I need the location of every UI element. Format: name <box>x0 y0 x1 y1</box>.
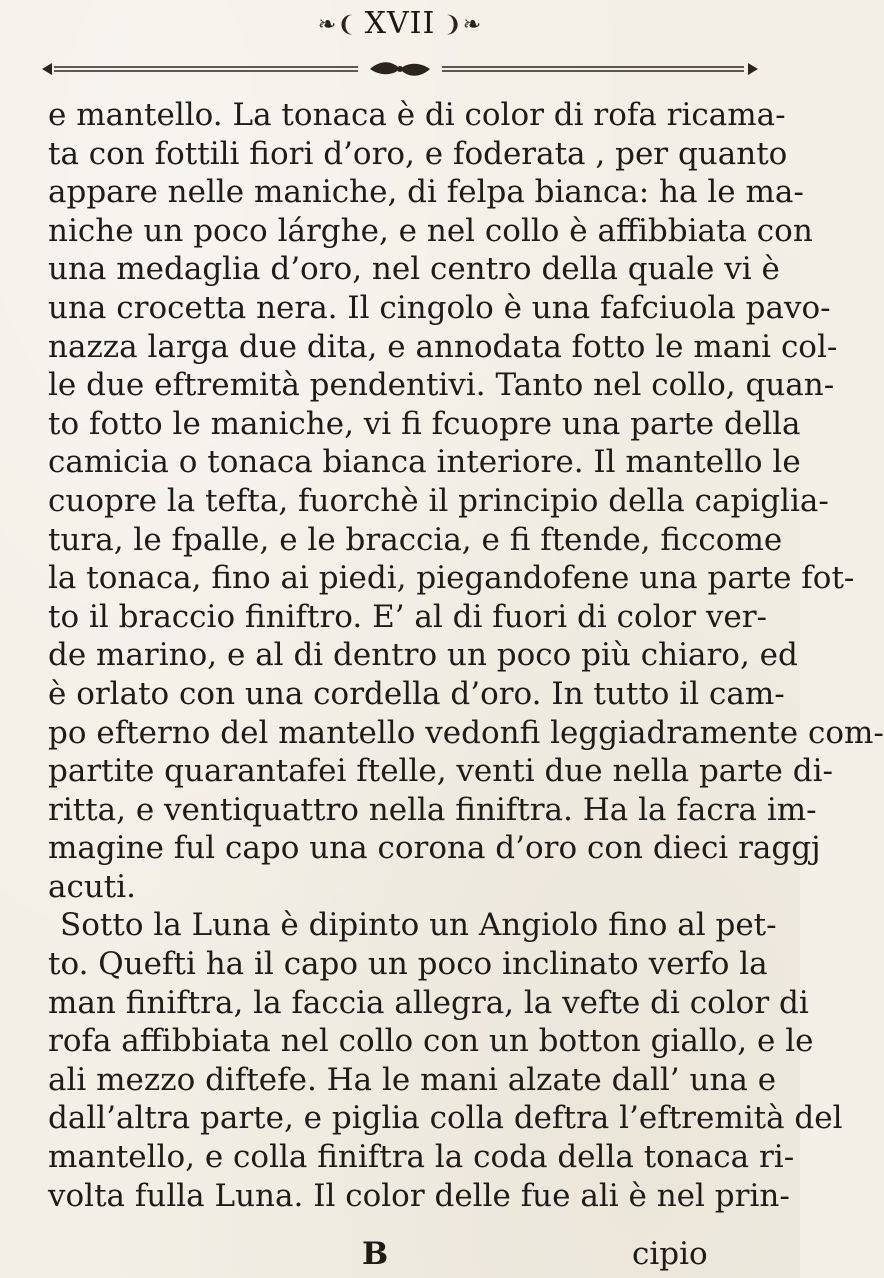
text-line: nazza larga due dita, e annodata fotto le mani col- <box>48 328 838 365</box>
text-line: po efterno del mantello vedonfi leggiadramente com- <box>48 714 884 751</box>
text-line: man finiftra, la faccia allegra, la vefte di color di <box>48 984 809 1021</box>
signature-mark: B <box>362 1236 389 1272</box>
text-line: tura, le fpalle, e le braccia, e fi ftende, ficcome <box>48 521 783 558</box>
text-line: volta fulla Luna. Il color delle fue ali è nel prin- <box>48 1177 790 1214</box>
text-line: la tonaca, fino ai piedi, piegandofene una parte fot- <box>48 560 855 597</box>
header-ornament-right: ❩❧ <box>443 12 483 38</box>
text-line: niche un poco lárghe, e nel collo è affibbiata con <box>48 212 813 249</box>
text-line: rofa affibbiata nel collo con un botton giallo, e le <box>48 1023 814 1060</box>
text-line: mantello, e colla finiftra la coda della tonaca ri- <box>48 1139 795 1176</box>
text-line: cuopre la tefta, fuorchè il principio della capiglia- <box>48 482 829 519</box>
text-line: acuti. <box>48 868 137 905</box>
header-ornament-left: ❧❨ <box>317 12 357 38</box>
body-text <box>48 96 884 1215</box>
text-line: appare nelle maniche, di felpa bianca: ha le ma- <box>48 174 804 211</box>
text-line: le due eftremità pendentivi. Tanto nel collo, quan- <box>48 367 835 404</box>
text-line: to il braccio finiftro. E’ al di fuori di color ver- <box>48 598 768 635</box>
text-line: una crocetta nera. Il cingolo è una fafciuola pavo- <box>48 289 831 326</box>
text-line: partite quarantafei ftelle, venti due nella parte di- <box>48 753 833 790</box>
text-line: camicia o tonaca bianca interiore. Il mantello le <box>48 444 801 481</box>
text-line: ali mezzo diftefe. Ha le mani alzate dall’ una e <box>48 1061 777 1098</box>
decorative-rule <box>40 58 760 80</box>
text-line: e mantello. La tonaca è di color di rofa ricama- <box>48 97 786 133</box>
text-line: ritta, e ventiquattro nella finiftra. Ha la facra im- <box>48 791 817 828</box>
text-line: de marino, e al di dentro un poco più chiaro, ed <box>48 637 798 674</box>
text-line: una medaglia d’oro, nel centro della quale vi è <box>48 251 780 288</box>
page-number: XVII <box>364 6 436 41</box>
text-line: to. Quefti ha il capo un poco inclinato verfo la <box>48 946 768 983</box>
text-line: dall’altra parte, e piglia colla deftra l’eftremità del <box>48 1100 843 1137</box>
text-line: to fotto le maniche, vi fi fcuopre una parte della <box>48 405 801 442</box>
text-line: ta con fottili fiori d’oro, e foderata , per quanto <box>48 135 788 172</box>
catchword: cipio <box>632 1236 708 1272</box>
text-line: è orlato con una cordella d’oro. In tutto il cam- <box>48 675 785 712</box>
page-header <box>0 6 800 41</box>
text-line: Sotto la Luna è dipinto un Angiolo fino al pet- <box>60 907 777 944</box>
page-footer <box>0 1236 800 1276</box>
text-line: magine ful capo una corona d’oro con dieci raggj <box>48 830 821 867</box>
